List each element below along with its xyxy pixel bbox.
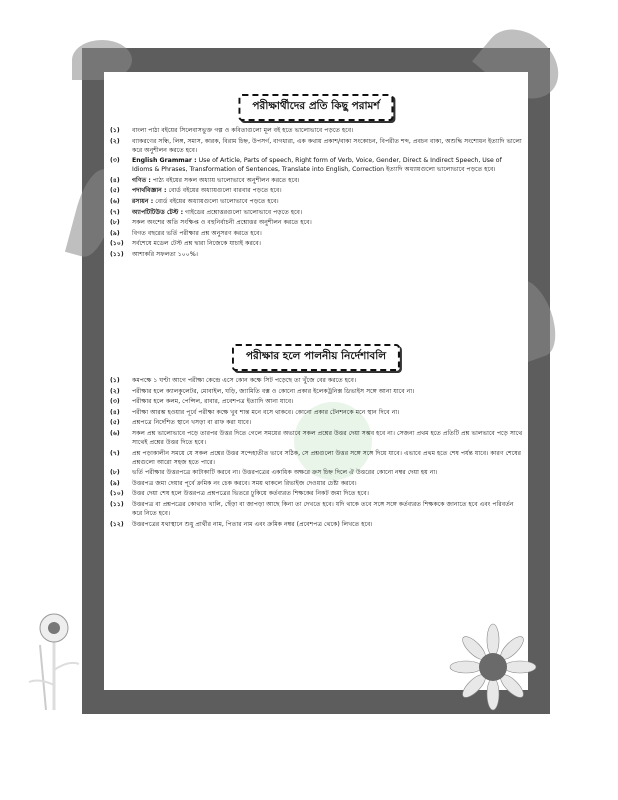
- list-item: [110, 186, 524, 195]
- list-item: [110, 229, 524, 238]
- exam-hall-rules-list: [110, 376, 524, 530]
- item-body: সর্বশেষে মডেল টেস্ট প্রশ্ন দ্বারা নিজেকে যাচাই করবে।: [132, 240, 261, 248]
- item-subject-label: রসায়ন :: [132, 197, 154, 205]
- item-number: (৪): [110, 408, 120, 416]
- list-item: [110, 197, 524, 206]
- item-body: Use of Article, Parts of speech, Right form of Verb, Voice, Gender, Direct & Indirect Speech, Use of Idioms & Phrases, Transformation of Sentences, Translate into English, Correction ইত্যাদি অধ্যায়গুলো ভালোভাবে পড়তে হবে।: [132, 157, 502, 174]
- item-text: [132, 397, 524, 406]
- item-text: [132, 250, 524, 259]
- item-subject-label: অ্যাপটিটিউড টেস্ট :: [132, 208, 184, 216]
- list-item: [110, 176, 524, 185]
- advice-list: [110, 126, 524, 261]
- item-subject-label: গণিত :: [132, 176, 151, 184]
- item-text: [132, 429, 524, 447]
- list-item: [110, 376, 524, 385]
- item-text: [132, 376, 524, 385]
- item-number: (৭): [110, 208, 120, 216]
- list-item: [110, 520, 524, 529]
- list-item: [110, 137, 524, 155]
- item-body: সকল অংশের অতি সংক্ষিপ্ত ও বহুনির্বাচনী প্রশ্নোত্তর অনুশীলন করতে হবে।: [132, 219, 312, 227]
- item-number: (১১): [110, 500, 124, 508]
- list-item: [110, 500, 524, 518]
- item-text: [132, 218, 524, 227]
- item-body: পরীক্ষার হলে কলম, পেন্সিল, রাবার, প্রবেশপত্র ইত্যাদি আনা যাবে।: [132, 398, 294, 406]
- list-item: [110, 408, 524, 417]
- item-text: [132, 197, 524, 206]
- item-number: (৯): [110, 479, 120, 487]
- list-item: [110, 250, 524, 259]
- item-text: [132, 479, 524, 488]
- item-text: [132, 489, 524, 498]
- item-text: [132, 468, 524, 477]
- list-item: [110, 239, 524, 248]
- item-number: (১২): [110, 520, 124, 528]
- list-item: [110, 397, 524, 406]
- item-text: [132, 156, 524, 174]
- item-number: (৮): [110, 469, 120, 477]
- item-number: (১): [110, 127, 120, 134]
- item-body: বাংলা পাঠ্য বইয়ের সিলেবাসভুক্ত গল্প ও কবিতাগুলো মূল বই হতে ভালোভাবে পড়তে হবে।: [132, 127, 354, 134]
- item-text: [132, 520, 524, 529]
- item-number: (১০): [110, 490, 124, 498]
- item-body: ব্যাকরণের সন্ধি, লিঙ্গ, সমাস, কারক, বিরাম চিহ্ন, উপসর্গ, বাগধারা, এক কথায় প্রকাশ/বাক্য সংকোচন, বিপরীত শব্দ, প্রবচন বাক্য, অশুদ্ধি সংশোধন ইত্যাদি ভালো করে অনুশীলন করতে হবে।: [132, 137, 522, 154]
- item-text: [132, 418, 524, 427]
- item-text: [132, 186, 524, 195]
- item-body: প্রশ্নপত্রে নির্দেশিত স্থানে খসড়া বা রাফ করা যাবে।: [132, 419, 252, 427]
- item-text: [132, 229, 524, 238]
- item-text: [132, 176, 524, 185]
- item-body: পরীক্ষা আরম্ভ হওয়ার পূর্বে পরীক্ষা কক্ষে খুব শান্ত মনে বসে থাকবে। কোনো প্রকার টেনশনকে মনে স্থান দিবে না।: [132, 408, 400, 416]
- item-body: উত্তরপত্র জমা দেয়ার পূর্বে ক্রমিক নং চেক করবে। সময় থাকলে রিভাইজ দেওয়ার চেষ্টা করবে।: [132, 479, 357, 487]
- list-item: [110, 208, 524, 217]
- item-text: [132, 208, 524, 217]
- item-body: প্রশ্ন পড়াকালীন সময়ে যে সকল প্রশ্নের উত্তর সন্দেহাতীত ভাবে সঠিক, সে প্রশ্নগুলো উত্তর সঙ্গে সঙ্গে দিয়ে যাবে। এভাবে প্রথম হতে শেষ পর্যন্ত যাবে। কারণ শেষের প্রশ্নগুলো আরো সহজ হতে পারে।: [132, 449, 522, 466]
- item-number: (৫): [110, 187, 120, 195]
- item-body: সকল প্রশ্ন ভালোভাবে পড়ে তারপর উত্তর দিতে গেলে সময়ের অভাবে সকল প্রশ্নের উত্তর দেয়া সম্ভব হবে না। সেজন্য প্রথম হতে প্রতিটি প্রশ্ন ভালভাবে পড়ে সাথে সাথেই প্রশ্নের উত্তর দিতে হবে।: [132, 429, 523, 446]
- item-body: উত্তর দেয়া শেষ হলে উত্তরপত্র প্রশ্নপত্রের ভিতরে ঢুকিয়ে কর্তব্যরত শিক্ষকের নিকট জমা দিতে হবে।: [132, 490, 369, 498]
- item-number: (১): [110, 377, 120, 384]
- item-text: [132, 408, 524, 417]
- item-number: (৬): [110, 197, 120, 205]
- item-body: পাঠ্য বইয়ের সকল অধ্যায় ভালোভাবে অনুশীলন করতে হবে।: [150, 176, 300, 184]
- item-body: কমপক্ষে ১ ঘণ্টা আগে পরীক্ষা কেন্দ্রে এসে কোন কক্ষে সিট পড়েছে তা খুঁজে বের করতে হবে।: [132, 377, 357, 384]
- list-item: [110, 449, 524, 467]
- item-body: আশাকরি সফলতা ১০০%।: [132, 250, 198, 258]
- section-title-exam-hall-rules: পরীক্ষার হলে পালনীয় নির্দেশাবলি: [232, 344, 400, 371]
- list-item: [110, 489, 524, 498]
- content-page: [104, 72, 528, 690]
- item-number: (৪): [110, 176, 120, 184]
- item-number: (২): [110, 387, 120, 395]
- item-text: [132, 239, 524, 248]
- item-body: গাইডের প্রশ্নোত্তরগুলো ভালোভাবে পড়তে হবে।: [183, 208, 303, 216]
- item-number: (৩): [110, 157, 120, 165]
- item-number: (১১): [110, 250, 124, 258]
- item-body: উত্তরপত্রের যথাস্থানে শুধু প্রার্থীর নাম, পিতার নাম এবং ক্রমিক নম্বর (প্রবেশপত্র থেকে) লিখতে হবে।: [132, 520, 373, 528]
- item-body: বোর্ড বইয়ের অধ্যায়গুলো ভালোভাবে পড়তে হবে।: [153, 197, 279, 205]
- item-body: পরীক্ষার হলে ক্যালকুলেটর, মোবাইল, ঘড়ি, জ্যামিতি বক্স ও কোনো প্রকার ইলেকট্রনিক্স ডিভাইস সঙ্গে আনা যাবে না।: [132, 387, 415, 395]
- list-item: [110, 468, 524, 477]
- list-item: [110, 156, 524, 174]
- list-item: [110, 429, 524, 447]
- list-item: [110, 418, 524, 427]
- item-text: [132, 126, 524, 135]
- list-item: [110, 126, 524, 135]
- item-subject-label: পদার্থবিজ্ঞান :: [132, 187, 167, 195]
- item-text: [132, 500, 524, 518]
- sunflower-illustration: [448, 622, 538, 712]
- item-number: (২): [110, 137, 120, 145]
- item-number: (৯): [110, 229, 120, 237]
- item-body: উত্তরপত্র বা প্রশ্নপত্রের কোথাও খালি, ছেঁড়া বা জাপড়া আছে কিনা তা দেখতে হবে। যদি থাকে তবে সঙ্গে সঙ্গে কর্তব্যরত শিক্ষককে জানাতে হবে এবং পরিবর্তন করে নিতে হবে।: [132, 500, 514, 517]
- item-body: বোর্ড বইয়ের অধ্যায়গুলো বারবার পড়তে হবে।: [166, 187, 282, 195]
- item-body: ভর্তি পরীক্ষার উত্তরপত্রে কাটাকাটি করবে না। উত্তরপত্রের একাধিক অক্ষরে ক্রস চিহ্ন দিলে ঐ উত্তরের কোনো নম্বর দেয়া হয় না।: [132, 469, 438, 477]
- list-item: [110, 387, 524, 396]
- item-number: (৬): [110, 429, 120, 437]
- flower-plant-illustration: [24, 600, 84, 710]
- item-number: (৭): [110, 449, 120, 457]
- item-text: [132, 137, 524, 155]
- item-number: (৮): [110, 219, 120, 227]
- item-number: (৩): [110, 398, 120, 406]
- list-item: [110, 479, 524, 488]
- item-text: [132, 387, 524, 396]
- item-body: বিগত বছরের ভর্তি পরীক্ষার প্রশ্ন অনুসরণ করতে হবে।: [132, 229, 262, 237]
- item-number: (৫): [110, 419, 120, 427]
- list-item: [110, 218, 524, 227]
- item-number: (১০): [110, 240, 124, 248]
- item-text: [132, 449, 524, 467]
- item-subject-label: English Grammar :: [132, 157, 197, 165]
- section-title-advice: পরীক্ষার্থীদের প্রতি কিছু পরামর্শ: [238, 94, 393, 121]
